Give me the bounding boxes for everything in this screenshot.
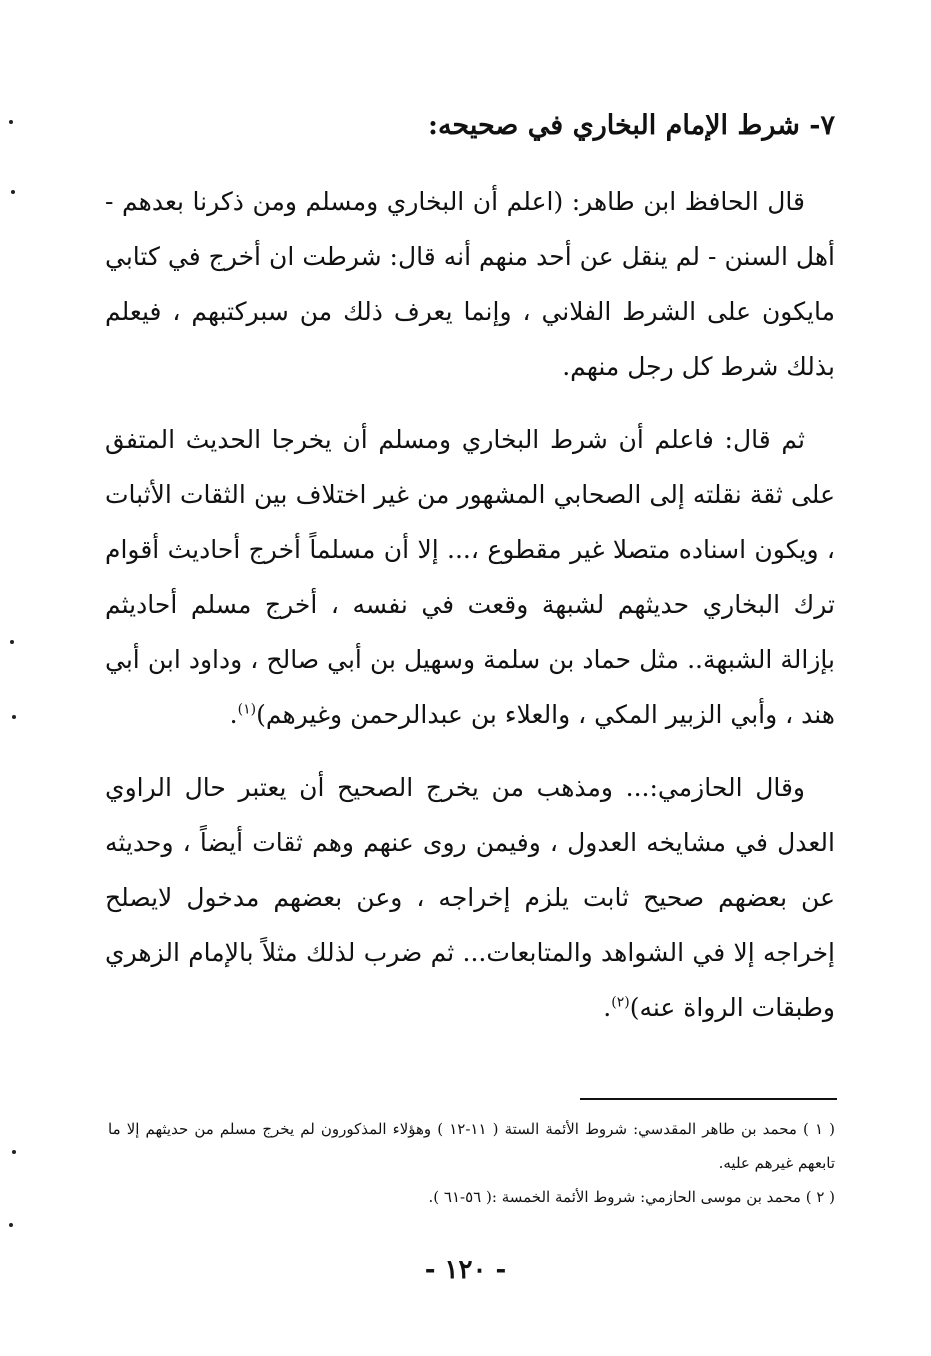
scan-speck bbox=[9, 120, 13, 124]
scan-speck bbox=[11, 190, 15, 194]
scan-speck bbox=[10, 640, 14, 644]
paragraph-text: وقال الحازمي:... ومذهب من يخرج الصحيح أن يعتبر حال الراوي العدل في مشايخه العدول ، وفيمن روى عنهم وهم ثقات أيضاً ، وحديثه عن بعضهم صحيح ثابت يلزم إخراجه ، وعن بعضهم مدخول لايصلح إخراجه إلا في الشواهد والمتابعات... ثم ضرب لذلك مثلاً بالإمام الزهري وطبقات الرواة عنه) bbox=[105, 773, 835, 1022]
paragraph-text: قال الحافظ ابن طاهر: (اعلم أن البخاري ومسلم ومن ذكرنا بعدهم - أهل السنن - لم ينقل عن أحد منهم أنه قال: شرطت ان أخرج في كتابي مايكون على الشرط الفلاني ، وإنما يعرف ذلك من سبركتبهم ، فيعلم بذلك شرط كل رجل منهم. bbox=[105, 187, 835, 381]
footnote-ref-2[interactable]: (٢) bbox=[611, 994, 630, 1011]
footnote-divider bbox=[580, 1098, 837, 1100]
footnotes bbox=[108, 1112, 835, 1214]
scan-speck bbox=[9, 1223, 13, 1227]
page-number: - ١٢٠ - bbox=[424, 1255, 507, 1285]
end-punctuation: . bbox=[603, 993, 612, 1022]
end-punctuation: . bbox=[229, 700, 238, 729]
section-heading: ٧- شرط الإمام البخاري في صحيحه: bbox=[427, 110, 835, 141]
paragraph-ibn-tahir bbox=[105, 174, 835, 394]
footnote-ref-1[interactable]: (١) bbox=[237, 701, 257, 718]
scan-speck bbox=[12, 715, 16, 719]
main-text bbox=[105, 100, 835, 1053]
footnote-1: ( ١ ) محمد بن طاهر المقدسي: شروط الأئمة الستة ( ١١-١٢ ) وهؤلاء المذكورون لم يخرج مسلم من حديثهم إلا ما تابعهم غيرهم عليه. bbox=[108, 1120, 835, 1172]
scan-speck bbox=[12, 1150, 16, 1154]
footnote-2: ( ٢ ) محمد بن موسى الحازمي: شروط الأئمة الخمسة :( ٥٦-٦١ ). bbox=[428, 1188, 835, 1206]
paragraph-hazimi bbox=[105, 760, 835, 1035]
paragraph-conditions bbox=[105, 412, 835, 742]
paragraph-text: ثم قال: فاعلم أن شرط البخاري ومسلم أن يخرجا الحديث المتفق على ثقة نقلته إلى الصحابي المشهور من غير اختلاف بين الثقات الأثبات ، ويكون اسناده متصلا غير مقطوع ،... إلا أن مسلماً أخرج أحاديث أقوام ترك البخاري حديثهم لشبهة وقعت في نفسه ، أخرج مسلم أحاديثم بإزالة الشبهة.. مثل حماد بن سلمة وسهيل بن أبي صالح ، وداود ابن أبي هند ، وأبي الزبير المكي ، والعلاء بن عبدالرحمن وغيرهم) bbox=[105, 425, 835, 729]
